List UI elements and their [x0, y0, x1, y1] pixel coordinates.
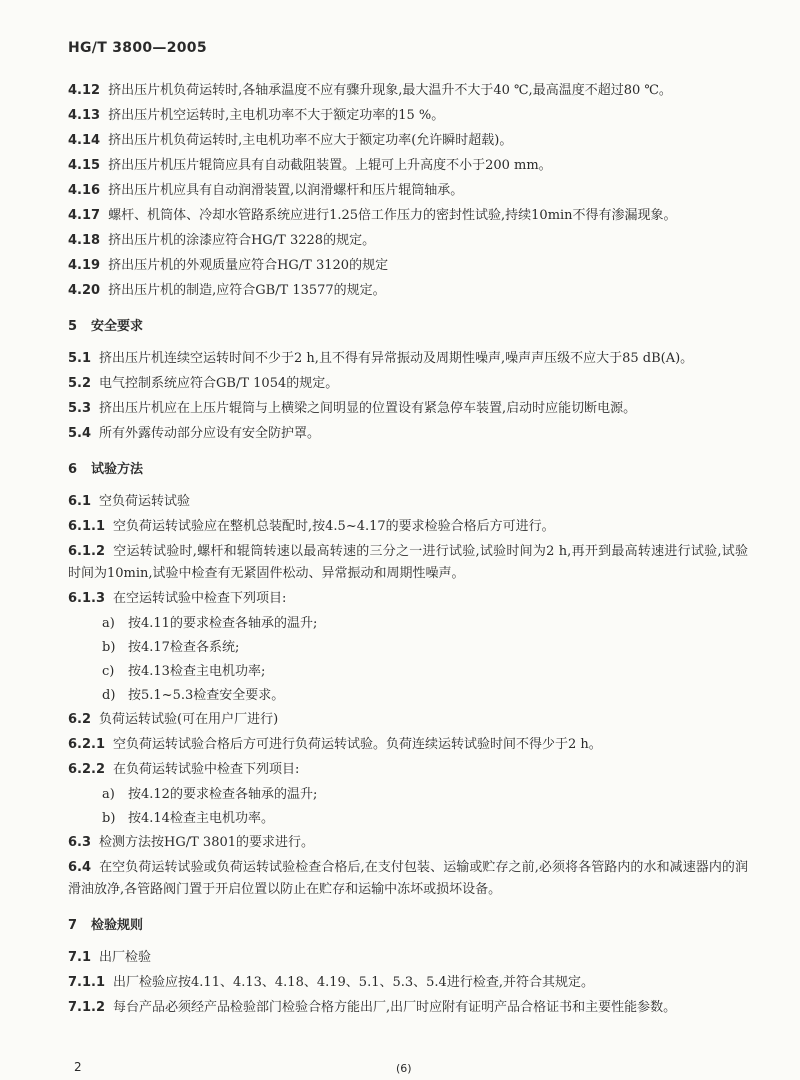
- check-list-6-2-2: [68, 784, 748, 830]
- clause-text: 所有外露传动部分应设有安全防护罩。: [99, 426, 321, 441]
- clause-number: 5.3: [68, 401, 92, 416]
- clause-number: 6.3: [68, 835, 92, 850]
- section-number: 6: [68, 462, 78, 477]
- clause-4-19: [68, 255, 748, 277]
- clause-4-16: [68, 180, 748, 202]
- standard-number-header: HG/T 3800—2005: [68, 40, 207, 56]
- page-number: 2: [74, 1060, 82, 1074]
- clause-5-4: [68, 423, 748, 445]
- clause-7-1-2: [68, 997, 748, 1019]
- list-item: [102, 637, 748, 659]
- clause-6-1: [68, 491, 748, 513]
- list-item-text: 按4.13检查主电机功率;: [128, 664, 266, 679]
- clause-text: 挤出压片机负荷运转时,各轴承温度不应有骤升现象,最大温升不大于40 ℃,最高温度不超过80 ℃。: [108, 83, 672, 98]
- clause-number: 5.1: [68, 351, 92, 366]
- clause-text: 挤出压片机应具有自动润滑装置,以润滑螺杆和压片辊筒轴承。: [108, 183, 464, 198]
- clause-4-15: [68, 155, 748, 177]
- section-title: 检验规则: [91, 918, 144, 933]
- clause-number: 6.2.1: [68, 737, 106, 752]
- clause-6-2-2: [68, 759, 748, 781]
- list-item-label: b): [102, 811, 116, 826]
- clause-6-1-1: [68, 516, 748, 538]
- clause-number: 7.1: [68, 950, 92, 965]
- clause-number: 4.18: [68, 233, 101, 248]
- clause-text: 出厂检验应按4.11、4.13、4.18、4.19、5.1、5.3、5.4进行检查,并符合其规定。: [113, 975, 594, 990]
- clause-text: 出厂检验: [99, 950, 152, 965]
- clause-4-13: [68, 105, 748, 127]
- list-item: [102, 685, 748, 707]
- list-item-text: 按4.12的要求检查各轴承的温升;: [128, 787, 318, 802]
- clause-6-2: [68, 709, 748, 731]
- clause-5-3: [68, 398, 748, 420]
- clause-number: 6.2: [68, 712, 92, 727]
- clause-number: 6.1.1: [68, 519, 106, 534]
- clause-text: 在负荷运转试验中检查下列项目:: [113, 762, 300, 777]
- list-item-label: b): [102, 640, 116, 655]
- clause-text: 挤出压片机的外观质量应符合HG/T 3120的规定: [108, 258, 389, 273]
- clause-text: 空负荷运转试验应在整机总装配时,按4.5~4.17的要求检验合格后方可进行。: [113, 519, 555, 534]
- clause-4-18: [68, 230, 748, 252]
- clause-6-3: [68, 832, 748, 854]
- clause-text: 挤出压片机负荷运转时,主电机功率不应大于额定功率(允许瞬时超载)。: [108, 133, 513, 148]
- list-item-text: 按5.1~5.3检查安全要求。: [128, 688, 285, 703]
- clause-number: 4.20: [68, 283, 101, 298]
- clauses-5: [68, 348, 748, 445]
- clause-number: 6.4: [68, 860, 92, 875]
- clause-6-1-3: [68, 588, 748, 610]
- clause-number: 5.2: [68, 376, 92, 391]
- section-title: 安全要求: [91, 319, 144, 334]
- clause-number: 5.4: [68, 426, 92, 441]
- section-7-heading: [68, 915, 748, 937]
- clause-5-1: [68, 348, 748, 370]
- list-item-text: 按4.14检查主电机功率。: [128, 811, 274, 826]
- list-item: [102, 613, 748, 635]
- clause-5-2: [68, 373, 748, 395]
- clause-number: 4.16: [68, 183, 101, 198]
- clause-4-14: [68, 130, 748, 152]
- list-item-label: c): [102, 664, 115, 679]
- clause-number: 4.13: [68, 108, 101, 123]
- list-item-label: a): [102, 616, 115, 631]
- list-item: [102, 784, 748, 806]
- clause-text: 螺杆、机筒体、冷却水管路系统应进行1.25倍工作压力的密封性试验,持续10min不得有渗漏现象。: [108, 208, 677, 223]
- clause-number: 6.1: [68, 494, 92, 509]
- clause-6-4: [68, 857, 748, 901]
- clause-number: 4.15: [68, 158, 101, 173]
- clause-text: 挤出压片机连续空运转时间不少于2 h,且不得有异常振动及周期性噪声,噪声声压级不应大于85 dB(A)。: [99, 351, 694, 366]
- clause-text: 空负荷运转试验: [99, 494, 191, 509]
- clause-4-20: [68, 280, 748, 302]
- page-content: [68, 80, 748, 1022]
- clause-number: 4.19: [68, 258, 101, 273]
- clause-number: 6.1.3: [68, 591, 106, 606]
- clause-7-1: [68, 947, 748, 969]
- clause-text: 挤出压片机的涂漆应符合HG/T 3228的规定。: [108, 233, 376, 248]
- clauses-4: [68, 80, 748, 302]
- page-sequence: (6): [396, 1062, 412, 1075]
- clause-number: 7.1.1: [68, 975, 106, 990]
- clause-text: 挤出压片机应在上压片辊筒与上横梁之间明显的位置设有紧急停车装置,启动时应能切断电源。: [99, 401, 637, 416]
- clause-text: 每台产品必须经产品检验部门检验合格方能出厂,出厂时应附有证明产品合格证书和主要性能参数。: [113, 1000, 677, 1015]
- section-title: 试验方法: [91, 462, 144, 477]
- clause-6-2-1: [68, 734, 748, 756]
- clause-4-12: [68, 80, 748, 102]
- clause-text: 空负荷运转试验合格后方可进行负荷运转试验。负荷连续运转试验时间不得少于2 h。: [113, 737, 602, 752]
- section-5-heading: [68, 316, 748, 338]
- list-item-text: 按4.11的要求检查各轴承的温升;: [128, 616, 318, 631]
- clause-number: 6.2.2: [68, 762, 106, 777]
- section-number: 5: [68, 319, 78, 334]
- clause-4-17: [68, 205, 748, 227]
- clause-text: 负荷运转试验(可在用户厂进行): [99, 712, 279, 727]
- clause-text: 检测方法按HG/T 3801的要求进行。: [99, 835, 315, 850]
- clause-7-1-1: [68, 972, 748, 994]
- clause-text: 电气控制系统应符合GB/T 1054的规定。: [99, 376, 339, 391]
- clause-number: 4.14: [68, 133, 101, 148]
- section-number: 7: [68, 918, 78, 933]
- list-item-label: a): [102, 787, 115, 802]
- list-item: [102, 808, 748, 830]
- clause-6-1-2: [68, 541, 748, 585]
- clause-number: 4.12: [68, 83, 101, 98]
- clause-text: 在空运转试验中检查下列项目:: [113, 591, 287, 606]
- check-list-6-1-3: [68, 613, 748, 707]
- list-item-label: d): [102, 688, 116, 703]
- clause-number: 7.1.2: [68, 1000, 106, 1015]
- clause-text: 挤出压片机空运转时,主电机功率不大于额定功率的15 %。: [108, 108, 445, 123]
- list-item: [102, 661, 748, 683]
- list-item-text: 按4.17检查各系统;: [128, 640, 240, 655]
- clause-text: 挤出压片机的制造,应符合GB/T 13577的规定。: [108, 283, 386, 298]
- clause-number: 4.17: [68, 208, 101, 223]
- clause-text: 在空负荷运转试验或负荷运转试验检查合格后,在支付包装、运输或贮存之前,必须将各管路内的水和减速器内的润滑油放净,各管路阀门置于开启位置以防止在贮存和运输中冻坏或损坏设备。: [68, 860, 748, 897]
- section-6-heading: [68, 459, 748, 481]
- clause-text: 空运转试验时,螺杆和辊筒转速以最高转速的三分之一进行试验,试验时间为2 h,再开到最高转速进行试验,试验时间为10min,试验中检查有无紧固件松动、异常振动和周期性噪声。: [68, 544, 748, 581]
- clause-text: 挤出压片机压片辊筒应具有自动截阻装置。上辊可上升高度不小于200 mm。: [108, 158, 552, 173]
- clause-number: 6.1.2: [68, 544, 106, 559]
